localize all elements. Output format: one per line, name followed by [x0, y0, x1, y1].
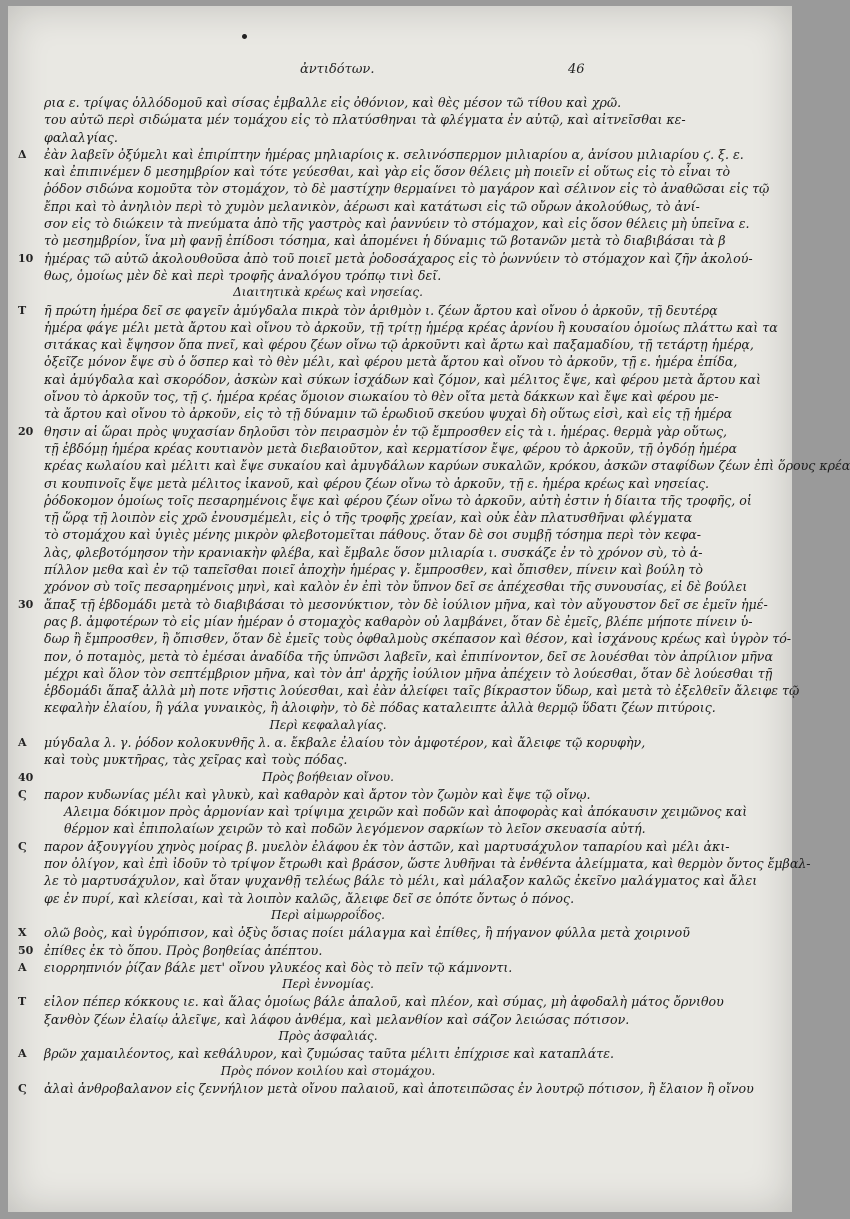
text-line [18, 353, 738, 370]
text-line [18, 855, 811, 872]
line-text: τὸ στομάχου καὶ ὑγιὲς μένης μικρὸν φλεβοτομεῖται πάθους. ὅταν δὲ σοι συμβῇ τόσημα περὶ τὸν κεφα- [44, 527, 702, 543]
line-text: παρον ἀξουγγίου χηνὸς μοίρας β. μυελὸν ἐλάφου ἐκ τὸν ἀστῶν, καὶ μαρτυσάχυλον ταπαρίου καὶ μέλι ἀκι- [44, 838, 730, 854]
text-line [18, 872, 758, 889]
line-text: ἅπαξ τῇ ἑβδομάδι μετὰ τὸ διαβιβάσαι τὸ μεσονύκτιον, τὸν δὲ ἰούλιον μῆνα, καὶ τὸν αὔγουστον δεῖ σε ἐμεῖν ἡμέ- [44, 596, 768, 612]
text-line [18, 1011, 638, 1028]
line-text: παρον κυδωνίας μέλι καὶ γλυκὺ, καὶ καθαρὸν καὶ ἄρτον τὸν ζωμὸν καὶ ἔψε τῷ οἴνῳ. [44, 786, 591, 802]
line-text: μέχρι καὶ ὅλον τὸν σεπτέμβριον μῆνα, καὶ τὸν ἀπ' ἀρχῆς ἰούλιον μῆνα ἀπέχειν τὸ λούεσθαι, ὅταν δὲ λούεσθαι τῇ [44, 665, 773, 681]
page-text [18, 94, 850, 1097]
text-line [18, 215, 750, 232]
line-text: θέρμον καὶ ἐπιπολαίων χειρῶν τὸ καὶ ποδῶν λεγόμενον σαρκίων τὸ λεῖον σκευασία αὐτή. [64, 821, 646, 837]
line-text: ἐὰν λαβεῖν ὀξύμελι καὶ ἐπιρίπτην ἡμέρας μηλιαρίοις κ. σελινόσπερμον μιλιαρίου α, ἀνίσου μιλιαρίου ϛ. ξ. ε. [44, 146, 744, 162]
line-text: λε τὸ μαρτυσάχυλον, καὶ ὅταν ψυχανθῇ τελέως βάλε τὸ μέλι, καὶ μάλαξον καλῶς ἐκεῖνο μαλάγματος καὶ ἄλει [44, 873, 758, 889]
section-heading: Περὶ ἐννομίας. [282, 977, 374, 992]
line-text: ῥόδοκομον ὁμοίως τοῖς πεσαρημένοις ἔψε καὶ φέρου ζέων οἴνω τὸ ἀρκοῦν, αὐτὴ ἐστιν ἡ δίαιτα τῆς τροφῆς, οἱ [44, 492, 752, 508]
text-line [18, 440, 738, 457]
line-text: οἴνου τὸ ἀρκοῦν τος, τῇ ϛ. ἡμέρα κρέας ὅμοιον σιωκαίου τὸ θὲν οἴτα μετὰ δάκκων καὶ ἔψε καὶ φέρου με- [44, 389, 719, 405]
line-text: πίλλον μεθα καὶ ἐν τῷ ταπεῖσθαι ποιεῖ ἀποχὴν ἡμέρας γ. ἔμπροσθεν, καὶ ὄπισθεν, πίνειν καὶ βούλη τὸ [44, 562, 703, 578]
text-line [18, 578, 748, 595]
text-line [18, 457, 850, 474]
text-line [18, 509, 693, 526]
line-text: ῥόδον σιδώνα κομοῦτα τὸν στομάχον, τὸ δὲ μαστίχην θερμαίνει τὸ μαγάρον καὶ σέλινον εἰς τὸ ἀναθῶσαι εἰς τῷ [44, 181, 770, 197]
section-heading-line [18, 1063, 638, 1080]
text-line [18, 388, 719, 405]
margin-marker: Δ [18, 147, 27, 161]
text-line [18, 803, 748, 820]
margin-marker: 10 [18, 251, 34, 265]
line-text: καὶ ἀμύγδαλα καὶ σκορόδον, ἀσκὼν καὶ σύκων ἰσχάδων καὶ ζόμον, καὶ μέλιτος ἔψε, καὶ φέρου μετὰ ἄρτου καὶ [44, 371, 761, 387]
text-line [18, 682, 800, 699]
text-line [18, 475, 710, 492]
section-heading: Διαιτητικὰ κρέως καὶ νησείας. [233, 285, 423, 300]
book-page [8, 6, 850, 1212]
margin-marker: 50 [18, 943, 34, 957]
margin-marker: Ϛ [18, 1081, 27, 1095]
margin-marker: 20 [18, 424, 34, 438]
text-line [18, 163, 731, 180]
margin-marker: Ϛ [18, 839, 27, 853]
text-line [18, 561, 703, 578]
line-text: ὁξεῖζε μόνον ἔψε σὺ ὁ ὅσπερ καὶ τὸ θὲν μέλι, καὶ φέρου μετὰ ἄρτου καὶ οἴνου τὸ ἀρκοῦν, τῇ ε. ἡμέρα ἐπίδα, [44, 354, 738, 370]
line-text: ἀλαὶ ἀνθροβαλανον εἰς ζεννήλιον μετὰ οἴνου παλαιοῦ, καὶ ἀποτειπῶσας ἐν λουτρῷ πότισον, ἢ ἔλαιον ἢ οἴνου [44, 1080, 754, 1096]
text-line [18, 993, 724, 1010]
text-line [18, 492, 752, 509]
line-text: ρας β. ἀμφοτέρων τὸ εἰς μίαν ἡμέραν ὁ στομαχὸς καθαρὸν οὐ λαμβάνει, ὅταν δὲ ἐμεῖς, βλέπε μήποτε πίνειν ὑ- [44, 613, 753, 629]
margin-marker: Ϛ [18, 787, 27, 801]
text-line [18, 405, 733, 422]
line-text: σιτάκας καὶ ἔψησον ὅπα πνεῖ, καὶ φέρου ζέων οἴνω τῷ ἀρκοῦντι καὶ ἄρτω καὶ παξαμαδίου, τῇ τετάρτῃ ἡμέρᾳ, [44, 337, 754, 353]
text-line [18, 1080, 754, 1097]
text-line [18, 699, 716, 716]
text-line [18, 734, 646, 751]
page-number: 46 [568, 62, 585, 77]
text-line [18, 751, 638, 768]
section-heading: Περὶ αἱμωρροΐδος. [271, 907, 385, 922]
text-line [18, 596, 768, 613]
text-line [18, 267, 638, 284]
line-text: του αὐτῶ περὶ σιδώματα μέν τομάχου εἰς τὸ πλατύσθηναι τὰ φλέγματα ἐν αὐτῷ, καὶ αἰτνεῖσθαι κε- [44, 112, 686, 128]
text-line [18, 630, 792, 647]
section-heading: Πρὸς βοήθειαν οἴνου. [262, 769, 394, 784]
section-heading-line [18, 1028, 638, 1045]
line-text: σον εἰς τὸ διώκειν τὰ πνεύματα ἀπὸ τῆς γαστρὸς καὶ ῥαννύειν τὸ στόμαχον, καὶ εἰς ὅσον θέλεις μὴ ὑπεῖνα ε. [44, 216, 750, 232]
line-text: ἡμέρας τῶ αὐτῶ ἀκολουθοῦσα ἀπὸ τοῦ ποιεῖ μετὰ ῥοδοσάχαρος εἰς τὸ ῥωννύειν τὸ στόμαχον καὶ ζῆν ἀκολού- [44, 250, 753, 266]
text-line [18, 129, 638, 146]
margin-marker: Α [18, 960, 27, 974]
ink-dot [242, 34, 247, 39]
margin-marker: Α [18, 1047, 27, 1061]
text-line [18, 820, 646, 837]
line-text: ῆ πρώτη ἡμέρα δεῖ σε φαγεῖν ἀμύγδαλα πικρὰ τὸν ἀριθμὸν ι. ζέων ἄρτου καὶ οἴνου ὁ ἀρκοῦν, τῇ δευτέρᾳ [44, 302, 718, 318]
text-line [18, 250, 753, 267]
line-text: θως, ὁμοίως μὲν δὲ καὶ περὶ τροφῆς ἀναλόγου τρόπῳ τινὶ δεῖ. [44, 267, 442, 283]
line-text: τὸ μεσημβρίον, ἵνα μὴ φανῇ ἐπίδοσι τόσημα, καὶ ἀπομένει ἡ δύναμις τῶ βοτανῶν μετὰ τὸ διαβιβάσαι τὰ β [44, 233, 726, 249]
line-text: τῇ ἑβδόμῃ ἡμέρα κρέας κουτιανὸν μετὰ διεβαιοῦτον, καὶ κερματίσον ἔψε, φέρου τὸ ἀρκοῦν, τῇ ὀγδόῃ ἡμέρα [44, 440, 738, 456]
text-line [18, 959, 638, 976]
margin-marker: 40 [18, 770, 34, 784]
line-text: μύγδαλα λ. γ. ῥόδον κολοκυνθῆς λ. α. ἔκβαλε ἐλαίου τὸν ἀμφοτέρον, καὶ ἄλειφε τῷ κορυφὴν, [44, 734, 646, 750]
line-text: δωρ ἢ ἔμπροσθεν, ἢ ὄπισθεν, ὅταν δὲ ἐμεῖς τοὺς ὀφθαλμοὺς σκέπασον καὶ θέσον, καὶ ἰσχάνους κρέως καὶ ὑγρὸν τό- [44, 631, 792, 647]
line-text: ρια ε. τρίψας ὁλλόδομοῦ καὶ σίσας ἐμβαλλε εἰς ὀθόνιον, καὶ θὲς μέσον τῶ τίθου καὶ χρῶ. [44, 95, 622, 110]
line-text: ἡμέρα φάγε μέλι μετὰ ἄρτου καὶ οἴνου τὸ ἀρκοῦν, τῇ τρίτῃ ἡμέρᾳ κρέας ἀρνίου ἢ κουσαίου ὁμοίως πλάττω καὶ τα [44, 319, 778, 335]
margin-marker: Α [18, 735, 27, 749]
line-text: χρόνον σὺ τοῖς πεσαρημένοις μηνὶ, καὶ καλὸν ἐν ἐπὶ τὸν ὕπνον δεῖ σε ἀπέχεσθαι τῆς συνουσίας, εἰ δὲ βούλει [44, 579, 748, 595]
line-text: ἐπίθες ἐκ τὸ ὅπου. Πρὸς βοηθείας ἀπέπτου. [44, 942, 323, 958]
line-text: κεφαλὴν ἐλαίου, ἢ γάλα γυναικὸς, ἢ ἀλοιφὴν, τὸ δὲ πόδας καταλειπτε ἀλλὰ θερμῷ ὕδατι ζέων πιτύροις. [44, 700, 716, 716]
line-text: καὶ ἐπιπινέμεν δ μεσημβρίον καὶ τότε γεύεσθαι, καὶ γὰρ εἰς ὅσον θέλεις μὴ ποιεῖν εἰ οὕτως εἰς τὸ εἶναι τὸ [44, 164, 731, 180]
section-heading-line [18, 284, 638, 301]
line-text: λὰς, φλεβοτόμησον τὴν κρανιακὴν φλέβα, καὶ ἔμβαλε ὅσον μιλιαρία ι. συσκάζε ἐν τὸ χρόνον σὺ, τὸ ἀ- [44, 544, 703, 560]
section-heading: Περὶ κεφαλαλγίας. [269, 717, 387, 732]
text-line [18, 198, 700, 215]
line-text: βρῶν χαμαιλέοντος, καὶ κεθάλυρον, καὶ ζυμώσας ταῦτα μέλιτι ἐπίχρισε καὶ καταπλάτε. [44, 1046, 614, 1062]
line-text: ολῶ βοὸς, καὶ ὑγρόπισον, καὶ ὀξὺς ὅσιας ποίει μάλαγμα καὶ ἐπίθες, ἢ πήγανον φύλλα μετὰ χοιρινοῦ [44, 925, 690, 941]
line-text: σι κουπινοῖς ἔψε μετὰ μέλιτος ἰκανοῦ, καὶ φέρου ζέων οἴνω τὸ ἀρκοῦν, τῇ ε. ἡμέρα κρέως καὶ νησείας. [44, 475, 710, 491]
line-text: κρέας κωλαίου καὶ μέλιτι καὶ ἔψε συκαίου καὶ ἀμυγδάλων καρύων συκαλῶν, κρόκου, ἀσκῶν σταφίδων ζέων ἐπὶ ὅρους κρέα [44, 458, 850, 474]
text-line [18, 786, 638, 803]
text-line [18, 371, 761, 388]
running-title: ἀντιδότων. [300, 62, 375, 77]
section-heading-line [18, 769, 638, 786]
text-line [18, 942, 638, 959]
section-heading-line [18, 717, 638, 734]
text-line [18, 613, 753, 630]
margin-marker: Τ [18, 303, 27, 317]
text-line [18, 838, 730, 855]
text-line [18, 319, 778, 336]
line-text: τῇ ὥρᾳ τῇ λοιπὸν εἰς χρῶ ἐνουσμέμελι, εἰς ὁ τῆς τροφῆς χρείαν, καὶ οὐκ ἐὰν πλατυσθῆναι φλέγματα [44, 510, 693, 526]
text-line [18, 544, 703, 561]
text-line [18, 180, 770, 197]
line-text: ξανθὸν ζέων ἐλαίῳ ἀλεῖψε, καὶ λάφου ἀνθέμα, καὶ μελανθίον καὶ σάζον λειώσας πότισον. [44, 1011, 630, 1027]
margin-marker: 30 [18, 597, 34, 611]
section-heading-line [18, 976, 638, 993]
text-line [18, 111, 686, 128]
section-heading: Πρὸς πόνον κοιλίου καὶ στομάχου. [220, 1063, 436, 1078]
line-text: Αλειμα δόκιμον πρὸς ἀρμονίαν καὶ τρίψιμα χειρῶν καὶ ποδῶν καὶ ἀποφορὰς καὶ ἀπόκαυσιν χειμῶνος καὶ [64, 804, 748, 820]
page-header [8, 62, 792, 82]
text-line [18, 423, 728, 440]
line-text: φαλαλγίας. [44, 129, 118, 145]
line-text: τὰ ἄρτου καὶ οἴνου τὸ ἀρκοῦν, εἰς τὸ τῇ δύναμιν τῶ ἑρωδιοῦ σκεύου ψυχαὶ δὴ οὕτως εἰσὶ, καὶ εἰς τῇ ἡμέρα [44, 406, 733, 422]
line-text: πον ὀλίγον, καὶ ἐπὶ ἰδοῦν τὸ τρίψον ἔτρωθι καὶ βράσον, ὥστε λυθῆναι τὰ ἐνθέντα ἀλείμματα, καὶ θερμὸν ὄντος ἔμβαλ- [44, 856, 811, 872]
margin-marker: Χ [18, 926, 27, 940]
text-line [18, 94, 638, 111]
line-text: καὶ τοὺς μυκτῆρας, τὰς χεῖρας καὶ τοὺς πόδας. [44, 752, 348, 768]
margin-marker: Τ [18, 995, 27, 1009]
text-line [18, 648, 773, 665]
line-text: ἔπρι καὶ τὸ ἀνηλιὸν περὶ τὸ χυμὸν μελανικὸν, ἀέρωσι καὶ κατάτωσι εἰς τῶ οὔρων ἀκολούθως, τὸ ἀνί- [44, 198, 700, 214]
line-text: εἰλον πέπερ κόκκους ιε. καὶ ἅλας ὁμοίως βάλε ἀπαλοῦ, καὶ πλέον, καὶ σύμας, μὴ ἀφοδαλὴ μάτος ὄρνιθου [44, 994, 724, 1010]
text-line [18, 232, 726, 249]
text-line [18, 526, 702, 543]
text-line [18, 924, 690, 941]
line-text: φε ἐν πυρί, καὶ κλείσαι, καὶ τὰ λοιπὸν καλῶς, ἄλειφε δεῖ σε ὁπότε ὄντως ὁ πόνος. [44, 890, 575, 906]
line-text: ειορρηπνιόν ῥίζαν βάλε μετ' οἴνου γλυκέος καὶ δὸς τὸ πεῖν τῷ κάμνοντι. [44, 959, 513, 975]
section-heading: Πρὸς ἀσφαλιάς. [278, 1029, 378, 1044]
text-line [18, 890, 638, 907]
text-line [18, 336, 754, 353]
text-line [18, 302, 718, 319]
text-line [18, 146, 744, 163]
text-line [18, 665, 773, 682]
line-text: ἑβδομάδι ἅπαξ ἀλλὰ μὴ ποτε νῆστις λούεσθαι, καὶ ἐὰν ἀλείφει ταῖς βίκραστον ὕδωρ, καὶ μετὰ τὸ ἐξελθεῖν ἄλειφε τῷ [44, 683, 800, 699]
section-heading-line [18, 907, 638, 924]
line-text: θησιν αἱ ὥραι πρὸς ψυχασίαν δηλοῦσι τὸν πειρασμὸν ἐν τῷ ἔμπροσθεν εἰς τὰ ι. ἡμέρας. θερμὰ γὰρ οὕτως, [44, 423, 728, 439]
line-text: πον, ὁ ποταμὸς, μετὰ τὸ ἐμέσαι ἀναδίδα τῆς ὑπνῶσι λαβεῖν, καὶ ἐπιπίνοντον, δεῖ σε λουέσθαι τὸν ἀπρίλιον μῆνα [44, 648, 773, 664]
text-line [18, 1045, 638, 1062]
